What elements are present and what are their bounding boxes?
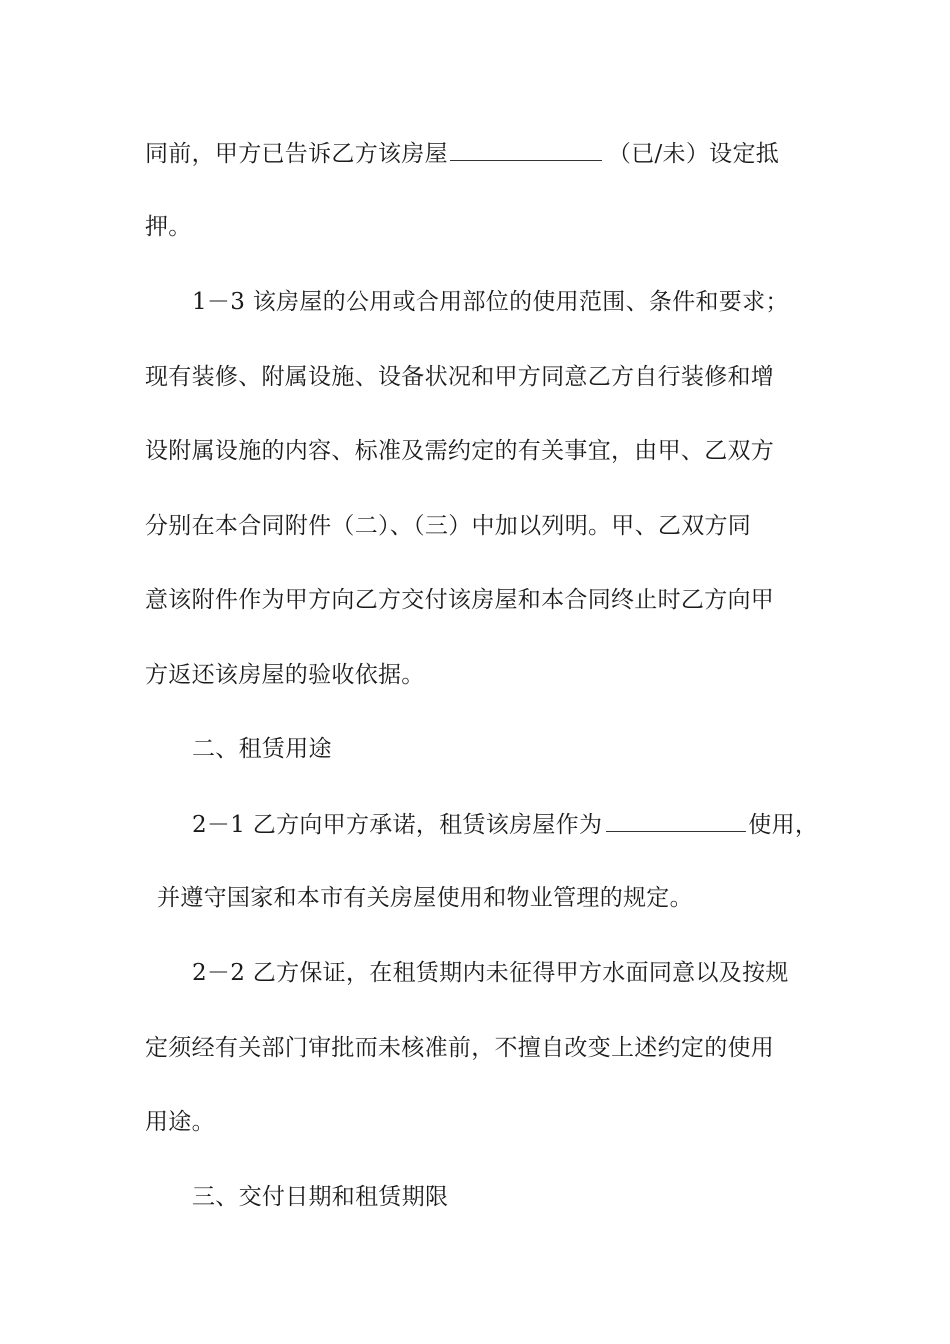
section-heading-2: 二、租赁用途 — [192, 736, 332, 762]
paragraph-line: 用途。 — [145, 1109, 215, 1135]
line-text: 2－1 乙方向甲方承诺，租赁该房屋作为 — [192, 812, 603, 838]
paragraph-line: 并遵守国家和本市有关房屋使用和物业管理的规定。 — [157, 885, 693, 911]
fill-in-blank — [450, 138, 602, 161]
clause-2-1 — [192, 809, 818, 840]
fill-in-blank — [606, 809, 746, 832]
line-text: 同前，甲方已告诉乙方该房屋 — [145, 141, 448, 167]
paragraph-line: 定须经有关部门审批而未核准前，不擅自改变上述约定的使用 — [145, 1035, 775, 1061]
line-text: 使用， — [748, 812, 819, 838]
paragraph-line: 意该附件作为甲方向乙方交付该房屋和本合同终止时乙方向甲 — [145, 587, 775, 613]
paragraph-line: 分别在本合同附件（二）、（三）中加以列明。甲、乙双方同 — [145, 513, 752, 539]
section-heading-3: 三、交付日期和租赁期限 — [192, 1184, 449, 1210]
paragraph-line: 押。 — [145, 214, 192, 240]
clause-2-2: 2－2 乙方保证，在租赁期内未征得甲方水面同意以及按规 — [192, 960, 789, 986]
paragraph-line: 现有装修、附属设施、设备状况和甲方同意乙方自行装修和增 — [145, 364, 775, 390]
paragraph-line — [145, 138, 779, 169]
paragraph-line: 方返还该房屋的验收依据。 — [145, 662, 425, 688]
line-text: （已/未）设定抵 — [607, 141, 780, 167]
clause-1-3: 1－3 该房屋的公用或合用部位的使用范围、条件和要求； — [192, 289, 789, 315]
paragraph-line: 设附属设施的内容、标准及需约定的有关事宜，由甲、乙双方 — [145, 438, 775, 464]
